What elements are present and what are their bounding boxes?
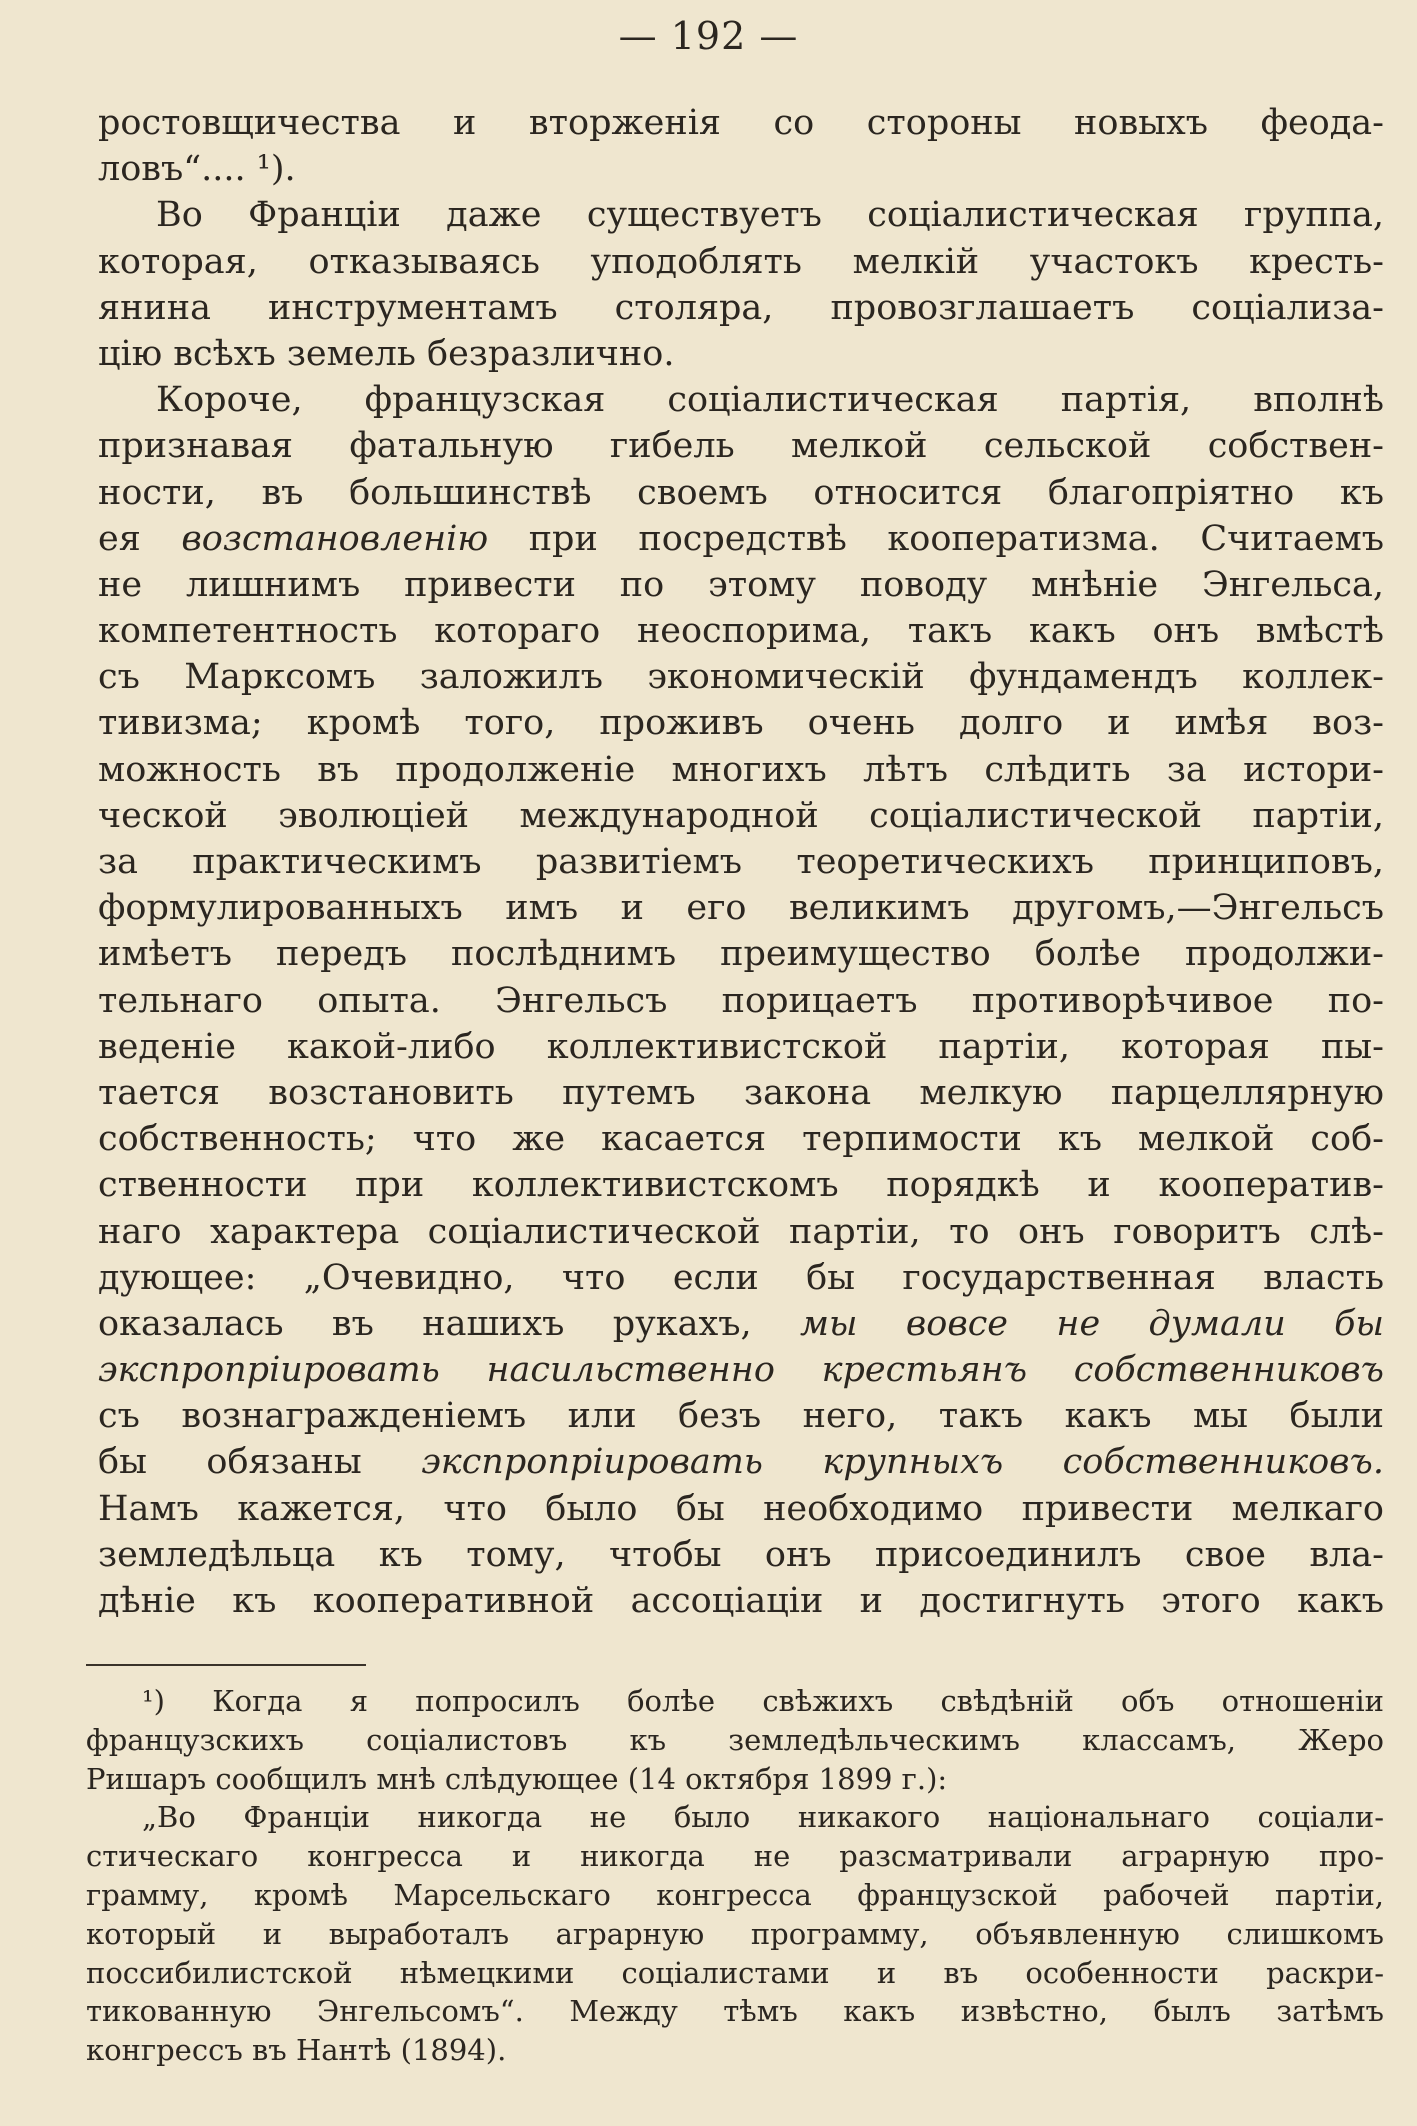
- text-line: [98, 1347, 1384, 1393]
- text-line: Во Франціи даже существуетъ соціалистическая группа,: [156, 195, 1384, 236]
- text-line: [98, 1301, 1384, 1347]
- text-line: съ вознагражденіемъ или безъ него, такъ какъ мы были: [98, 1396, 1384, 1437]
- text-line: тивизма; кромѣ того, проживъ очень долго и имѣя воз-: [98, 703, 1384, 744]
- text-line: наго характера соціалистической партіи, то онъ говоритъ слѣ-: [98, 1211, 1384, 1252]
- emphasis: экспропріировать крупныхъ собственниковъ.: [421, 1442, 1384, 1483]
- text-line: тельнаго опыта. Энгельсъ порицаетъ противорѣчивое по-: [98, 980, 1384, 1021]
- footnote-line: Ришаръ сообщилъ мнѣ слѣдующее (14 октября 1899 г.):: [86, 1761, 948, 1796]
- text-line: ческой эволюціей международной соціалистической партіи,: [98, 795, 1384, 836]
- footnote-line: ¹) Когда я попросилъ болѣе свѣжихъ свѣдѣній объ отношеніи: [142, 1684, 1384, 1718]
- footnote-line: грамму, кромѣ Марсельскаго конгресса французской рабочей партіи,: [86, 1877, 1384, 1912]
- footnote-line: тикованную Энгельсомъ“. Между тѣмъ какъ извѣстно, былъ затѣмъ: [86, 1994, 1384, 2029]
- emphasis: мы вовсе не думали бы: [799, 1303, 1384, 1344]
- text-line: ственности при коллективистскомъ порядкѣ и кооператив-: [98, 1165, 1384, 1206]
- page-number: — 192 —: [618, 14, 799, 58]
- footnote-line: конгрессъ въ Нантѣ (1894).: [86, 2033, 507, 2068]
- footnote-line: который и выработалъ аграрную программу, объявленную слишкомъ: [86, 1916, 1384, 1951]
- text-run: бы обязаны: [98, 1442, 422, 1483]
- text-line: тается возстановить путемъ закона мелкую парцеллярную: [98, 1072, 1384, 1113]
- text-run: при посредствѣ кооператизма. Считаемъ: [488, 518, 1385, 559]
- text-line: ности, въ большинствѣ своемъ относится благопріятно къ: [98, 472, 1384, 513]
- text-line: признавая фатальную гибель мелкой сельской собствен-: [98, 426, 1384, 467]
- text-line: можность въ продолженіе многихъ лѣтъ слѣдить за истори-: [98, 749, 1384, 790]
- text-line: собственность; что же касается терпимости къ мелкой соб-: [98, 1119, 1384, 1160]
- footnote-separator: [86, 1664, 366, 1666]
- emphasis: экспропріировать насильственно крестьянъ собственниковъ: [98, 1350, 1384, 1391]
- text-line: формулированныхъ имъ и его великимъ другомъ,—Энгельсъ: [98, 888, 1384, 929]
- footnote: [86, 1682, 1384, 2070]
- text-line: дующее: „Очевидно, что если бы государственная власть: [98, 1257, 1384, 1298]
- text-run: оказалась въ нашихъ рукахъ,: [98, 1303, 800, 1344]
- text-line: съ Марксомъ заложилъ экономическій фундамендъ коллек-: [98, 657, 1384, 698]
- text-line: [98, 1439, 1384, 1485]
- text-line: цію всѣхъ земель безразлично.: [98, 333, 675, 374]
- footnote-line: поссибилистской нѣмецкими соціалистами и въ особенности раскри-: [86, 1955, 1384, 1990]
- text-run: ея: [98, 518, 182, 559]
- emphasis: возстановленію: [181, 518, 489, 559]
- text-line: дѣніе къ кооперативной ассоціаціи и достигнуть этого какъ: [98, 1581, 1384, 1621]
- footnote-line: французскихъ соціалистовъ къ земледѣльческимъ классамъ, Жеро: [86, 1722, 1384, 1757]
- text-line: за практическимъ развитіемъ теоретическихъ принциповъ,: [98, 842, 1384, 882]
- text-line: не лишнимъ привести по этому поводу мнѣніе Энгельса,: [98, 564, 1384, 605]
- text-line: янина инструментамъ столяра, провозглашаетъ соціализа-: [98, 287, 1384, 328]
- text-line: ловъ“.... ¹).: [98, 149, 296, 190]
- text-line: [98, 516, 1384, 562]
- text-line: ростовщичества и вторженія со стороны новыхъ феода-: [98, 103, 1384, 143]
- text-line: которая, отказываясь уподоблять мелкій участокъ кресть-: [98, 241, 1384, 282]
- text-line: Намъ кажется, что было бы необходимо привести мелкаго: [98, 1488, 1384, 1529]
- text-line: компетентность котораго неоспорима, такъ какъ онъ вмѣстѣ: [98, 611, 1384, 652]
- text-line: веденіе какой-либо коллективистской партіи, которая пы-: [98, 1026, 1384, 1067]
- main-text: [98, 100, 1384, 1624]
- footnote-line: стическаго конгресса и никогда не разсматривали аграрную про-: [86, 1839, 1384, 1874]
- footnote-line: „Во Франціи никогда не было никакого національнаго соціали-: [142, 1800, 1384, 1835]
- text-line: Короче, французская соціалистическая партія, вполнѣ: [156, 380, 1384, 421]
- text-line: имѣетъ передъ послѣднимъ преимущество болѣе продолжи-: [98, 934, 1384, 975]
- text-line: земледѣльца къ тому, чтобы онъ присоединилъ свое вла-: [98, 1534, 1384, 1575]
